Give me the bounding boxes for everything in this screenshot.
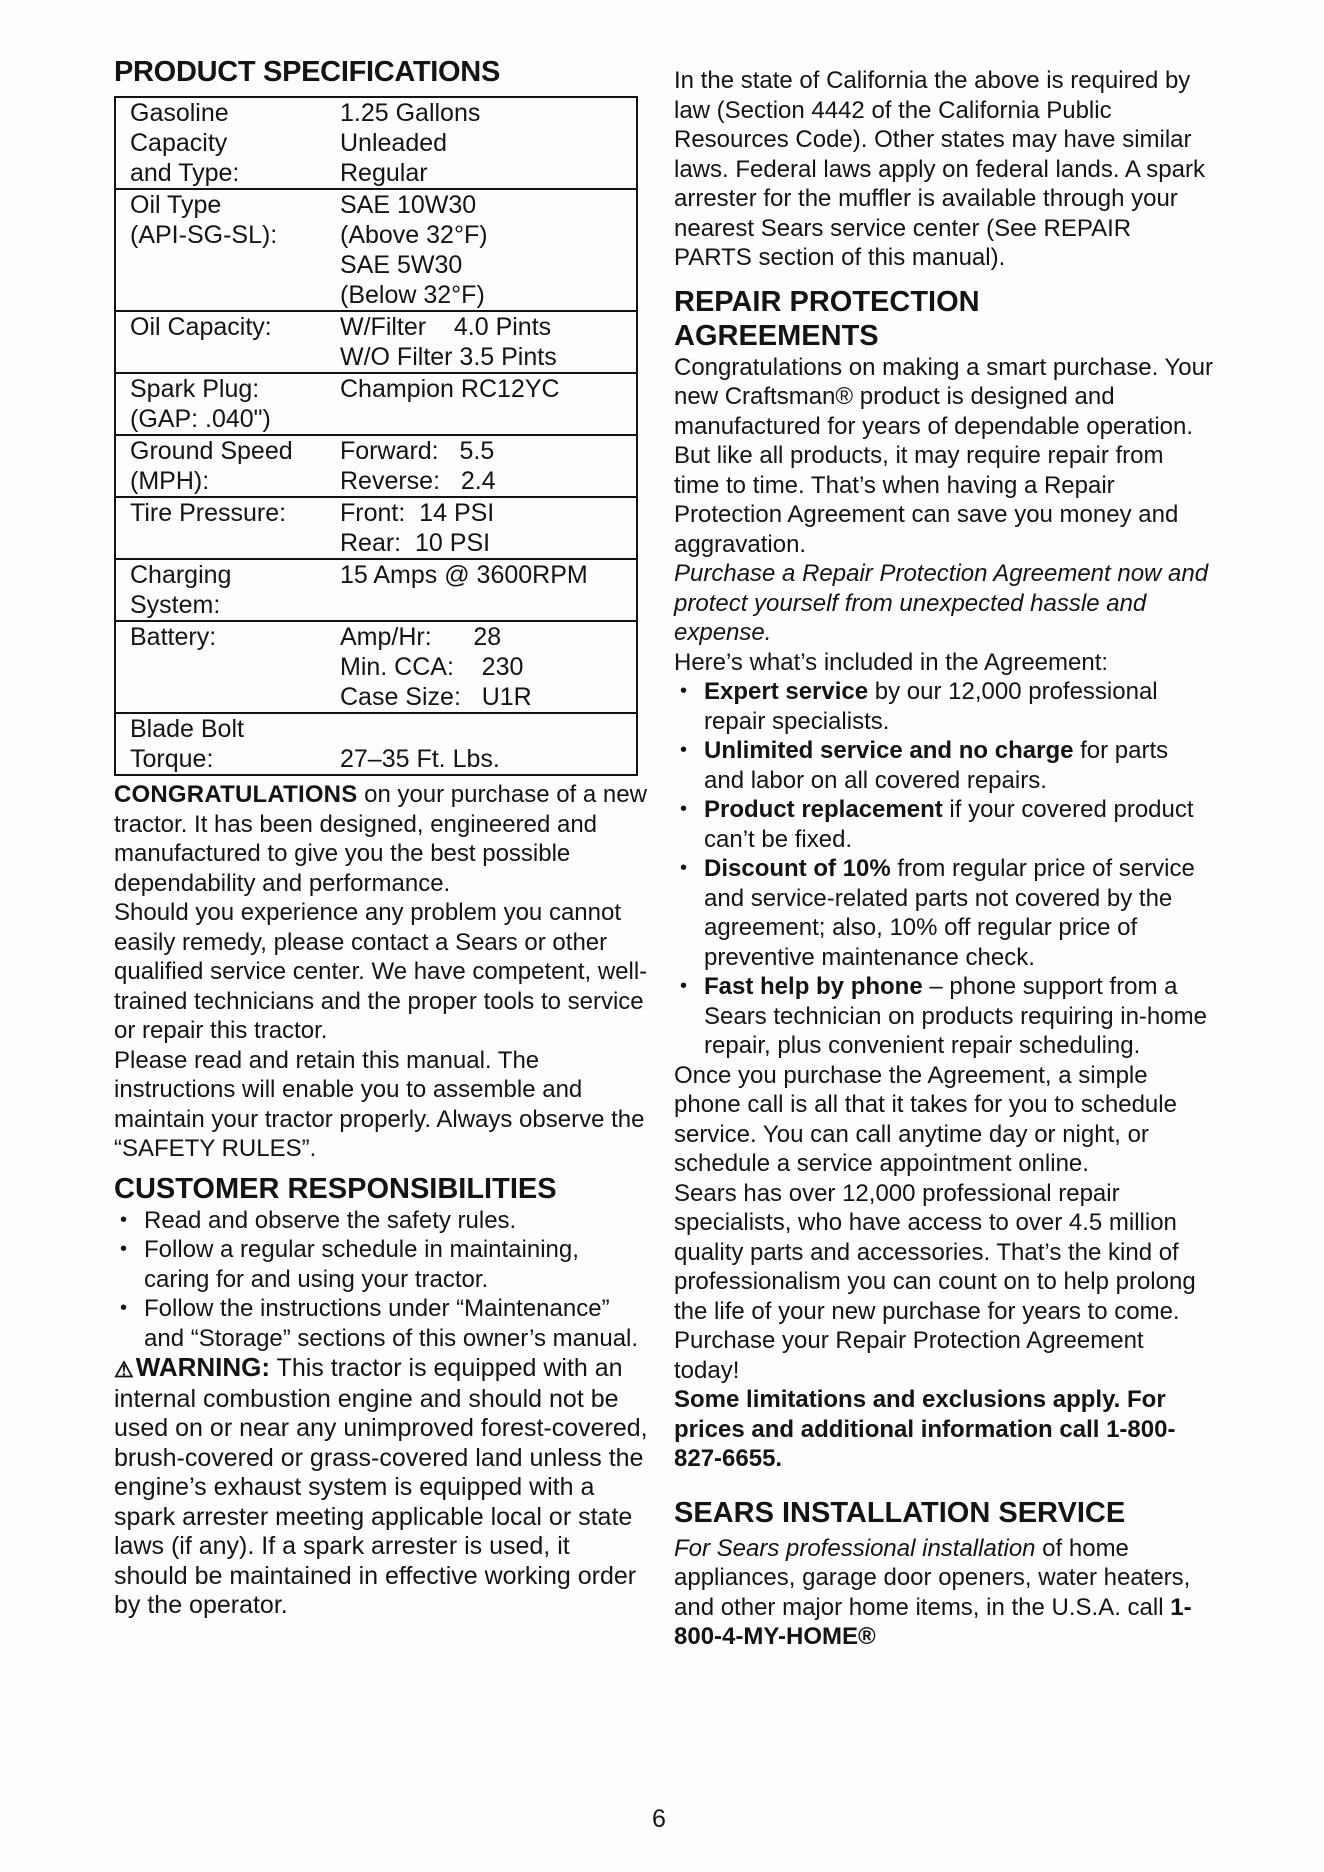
spec-label	[116, 312, 340, 372]
list-item: • Read and observe the safety rules.	[114, 1206, 650, 1236]
list-item	[674, 736, 1214, 795]
congratulations-paragraph	[114, 780, 650, 898]
spec-label-line: Oil Type	[130, 191, 222, 219]
list-item	[674, 972, 1214, 1061]
read-manual-paragraph: Please read and retain this manual. The instructions will enable you to assemble and maintain your tractor properly. Always observe the “SAFETY RULES”.	[114, 1046, 645, 1162]
spec-values	[340, 312, 636, 372]
spec-values	[340, 714, 636, 774]
spec-value-line: Forward: 5.5	[340, 437, 495, 465]
benefit-title: Unlimited service and no charge	[704, 737, 1074, 764]
spec-label-line: System:	[130, 591, 221, 619]
spec-label-line: (GAP: .040")	[130, 405, 271, 433]
spec-values	[340, 560, 636, 620]
spec-row	[116, 622, 636, 714]
spec-values	[340, 436, 636, 496]
benefit-title: Product replacement	[704, 796, 943, 823]
spec-value-line	[340, 714, 636, 744]
installation-italic: For Sears professional installation	[674, 1534, 1036, 1562]
spec-value-line: W/O Filter 3.5 Pints	[340, 343, 557, 371]
spec-label	[116, 374, 340, 434]
repair-protection-italic: Purchase a Repair Protection Agreement now and protect yourself from unexpected hassle and expense.	[674, 560, 1209, 646]
benefit-text: for parts and labor on all covered repairs.	[704, 737, 1169, 794]
agreement-benefits-list	[674, 677, 1214, 1061]
spec-value-line: W/Filter 4.0 Pints	[340, 313, 552, 341]
spec-value-line: Rear: 10 PSI	[340, 529, 491, 557]
spec-label-line: Gasoline	[130, 99, 229, 127]
spec-value-line: Reverse: 2.4	[340, 467, 496, 495]
spec-label	[116, 560, 340, 620]
spec-value-line: Regular	[340, 159, 428, 187]
installation-phone: 1-800-4-MY-HOME®	[674, 1593, 1192, 1650]
sears-specialists-paragraph: Sears has over 12,000 professional repair specialists, who have access to over 4.5 million quality parts and accessories. That’s the kind of professionalism you can count on to help prolong the life of your new purchase for years to come. Purchase your Repair Protection Agreement today!	[674, 1179, 1196, 1384]
included-intro: Here’s what’s included in the Agreement:	[674, 648, 1109, 676]
spec-label-line: Blade Bolt	[130, 715, 244, 743]
spec-label	[116, 622, 340, 712]
spec-row	[116, 98, 636, 190]
spec-value-line: (Below 32°F)	[340, 281, 485, 309]
benefit-title: Discount of 10%	[704, 855, 891, 882]
spec-label-line: Battery:	[130, 623, 217, 651]
list-item	[674, 795, 1214, 854]
spec-value-line: Unleaded	[340, 129, 448, 157]
repair-protection-heading-line2: AGREEMENTS	[674, 319, 879, 352]
repair-protection-intro: Congratulations on making a smart purchase. Your new Craftsman® product is designed and manufactured for years of dependable operation. But like all products, it may require repair from time to time. That’s when having a Repair Protection Agreement can save you money and aggravation.	[674, 353, 1213, 558]
spec-row	[116, 714, 636, 774]
congratulations-lead: CONGRATULATIONS	[114, 781, 358, 808]
spec-label-line: (MPH):	[130, 467, 210, 495]
spec-label	[116, 498, 340, 558]
list-item: • Follow a regular schedule in maintaining, caring for and using your tractor.	[114, 1235, 650, 1294]
spec-value-line: Case Size: U1R	[340, 683, 532, 711]
spec-label-line: Charging	[130, 561, 232, 589]
spec-label-line: (API-SG-SL):	[130, 221, 278, 249]
spec-value-line: Amp/Hr: 28	[340, 623, 502, 651]
warning-triangle-icon: ⚠	[114, 1357, 134, 1382]
repair-protection-heading	[674, 285, 1214, 353]
spec-values	[340, 498, 636, 558]
list-item: • Follow the instructions under “Maintenance” and “Storage” sections of this owner’s manual.	[114, 1294, 650, 1353]
spec-row	[116, 560, 636, 622]
installation-text: of home appliances, garage door openers, water heaters, and other major home items, in the U.S.A. call	[674, 1534, 1191, 1621]
list-item	[674, 854, 1214, 972]
spec-value-line: (Above 32°F)	[340, 221, 488, 249]
spec-label-line: Ground Speed	[130, 437, 293, 465]
benefit-title: Fast help by phone	[704, 973, 923, 1000]
benefit-text: by our 12,000 professional repair specialists.	[704, 678, 1158, 735]
warning-paragraph	[114, 1353, 650, 1621]
benefit-text: – phone support from a Sears technician on products requiring in-home repair, plus convenient repair scheduling.	[704, 973, 1207, 1059]
customer-responsibilities-list	[114, 1206, 650, 1354]
product-specifications-heading: PRODUCT SPECIFICATIONS	[114, 56, 500, 88]
installation-paragraph	[674, 1534, 1214, 1652]
spec-value-line: SAE 10W30	[340, 191, 477, 219]
spec-value-line: 1.25 Gallons	[340, 99, 481, 127]
spec-label-line: Capacity	[130, 129, 228, 157]
spec-values	[340, 622, 636, 712]
spec-value-line: 15 Amps @ 3600RPM	[340, 561, 588, 589]
spec-label-line: Tire Pressure:	[130, 499, 287, 527]
spec-label-line: Spark Plug:	[130, 375, 260, 403]
limitations-paragraph: Some limitations and exclusions apply. For prices and additional information call 1-800-827-6655.	[674, 1386, 1176, 1472]
spec-value-line: 27–35 Ft. Lbs.	[340, 745, 500, 773]
specifications-table	[114, 96, 638, 776]
congratulations-text: on your purchase of a new tractor. It has been designed, engineered and manufactured to give you the best possible dependability and performance.	[114, 781, 647, 897]
spec-row	[116, 436, 636, 498]
california-paragraph: In the state of California the above is required by law (Section 4442 of the California Public Resources Code). Other states may have similar laws. Federal laws apply on federal lands. A spark arrester for the muffler is available through your nearest Sears service center (See REPAIR PARTS section of this manual).	[674, 67, 1205, 271]
right-column	[674, 66, 1214, 1652]
spec-value-line: Champion RC12YC	[340, 375, 560, 403]
spec-values	[340, 98, 636, 188]
once-purchase-paragraph: Once you purchase the Agreement, a simple phone call is all that it takes for you to schedule service. You can call anytime day or night, or schedule a service appointment online.	[674, 1061, 1177, 1177]
page-number: 6	[652, 1805, 666, 1833]
spec-value-line: SAE 5W30	[340, 251, 463, 279]
spec-label-line: and Type:	[130, 159, 240, 187]
spec-row	[116, 190, 636, 312]
warning-text: This tractor is equipped with an internal combustion engine and should not be used on or near any unimproved forest-covered, brush-covered or grass-covered land unless the engine’s exhaust system is equipped with a spark arrester meeting applicable local or state laws (if any). If a spark arrester is used, it should be maintained in effective working order by the operator.	[114, 1354, 648, 1619]
benefit-text: from regular price of service and service-related parts not covered by the agreement; also, 10% off regular price of preventive maintenance check.	[704, 855, 1195, 971]
spec-row	[116, 498, 636, 560]
warning-label: WARNING:	[135, 1352, 271, 1382]
spec-label	[116, 98, 340, 188]
spec-value-line: Front: 14 PSI	[340, 499, 495, 527]
spec-value-line: Min. CCA: 230	[340, 653, 524, 681]
spec-row	[116, 312, 636, 374]
benefit-text: if your covered product can’t be fixed.	[704, 796, 1194, 853]
customer-responsibilities-heading: CUSTOMER RESPONSIBILITIES	[114, 1172, 557, 1205]
spec-values	[340, 190, 636, 310]
repair-protection-heading-line1: REPAIR PROTECTION	[674, 285, 980, 318]
spec-label	[116, 714, 340, 774]
sears-installation-heading: SEARS INSTALLATION SERVICE	[674, 1496, 1126, 1529]
spec-label	[116, 190, 340, 310]
left-column	[114, 55, 650, 1621]
spec-label-line: Oil Capacity:	[130, 313, 272, 341]
spec-row	[116, 374, 636, 436]
spec-label	[116, 436, 340, 496]
benefit-title: Expert service	[704, 678, 869, 705]
list-item	[674, 677, 1214, 736]
spec-values	[340, 374, 636, 434]
spec-label-line: Torque:	[130, 745, 214, 773]
problem-paragraph: Should you experience any problem you cannot easily remedy, please contact a Sears or other qualified service center. We have competent, well-trained technicians and the proper tools to service or repair this tractor.	[114, 899, 648, 1044]
